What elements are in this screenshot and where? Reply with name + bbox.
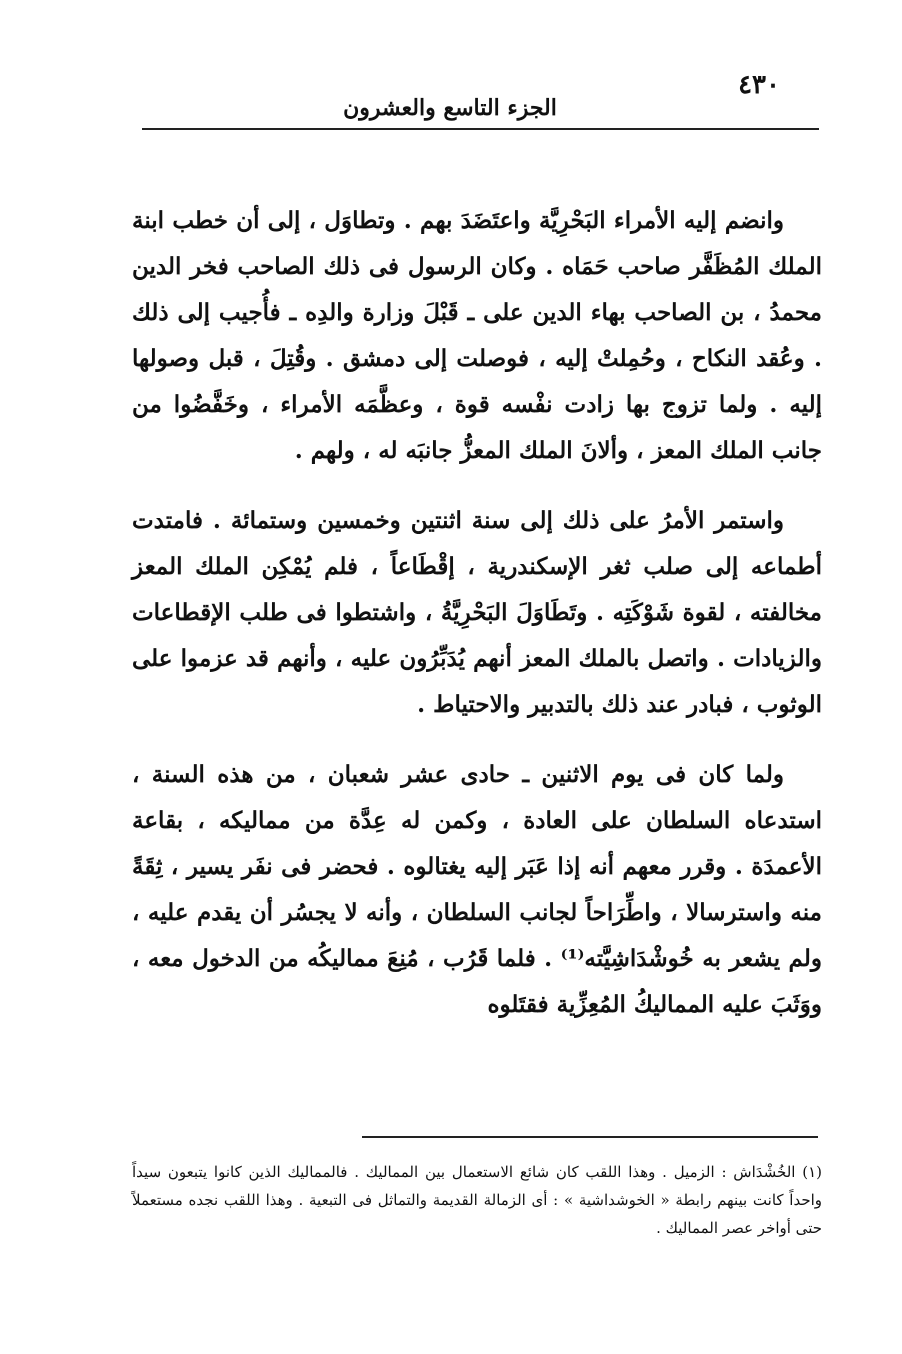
page-number: ٤٣٠ [738, 70, 780, 100]
footnote-rule [362, 1136, 818, 1138]
paragraph-3: ولما كان فى يوم الاثنين ـ حادى عشر شعبان ، من هذه السنة ، استدعاه السلطان على العادة ، وكمن له عِدَّة من مماليكه ، بقاعة الأعمدَة . وقرر معهم أنه إذا عَبَر إليه يغتالوه . فحضر فى نفَر يسير ، ثِقَةً منه واسترسالا ، واطِّرَاحاً لجانب السلطان ، وأنه لا يجسُر أن يقدم عليه ، ولم يشعر به خُوشْدَاشِيَّته⁽¹⁾ . فلما قَرُب ، مُنِعَ مماليكُه من الدخول معه ، ووَثَبَ عليه المماليكُ المُعِزِّية فقتَلوه [132, 761, 822, 1018]
paragraph-2: واستمر الأمرُ على ذلك إلى سنة اثنتين وخمسين وستمائة . فامتدت أطماعه إلى صلب ثغر الإسكندرية ، إقْطَاعاً ، فلم يُمْكِن الملك المعز مخالفته ، لقوة شَوْكَتِه . وتَطَاوَلَ البَحْرِيَّةُ ، واشتطوا فى طلب الإقطاعات والزيادات . واتصل بالملك المعز أنهم يُدَبِّرُون عليه ، وأنهم قد عزموا على الوثوب ، فبادر عند ذلك بالتدبير والاحتياط . [132, 507, 822, 718]
header-rule [142, 128, 819, 130]
paragraph-1: وانضم إليه الأمراء البَحْرِيَّة واعتَضَدَ بهم . وتطاوَل ، إلى أن خطب ابنة الملك المُظَفَّر صاحب حَمَاه . وكان الرسول فى ذلك الصاحب فخر الدين محمدُ ، بن الصاحب بهاء الدين على ـ قَبْلَ وزارة والدِه ـ فأُجيب إلى ذلك . وعُقد النكاح ، وحُمِلتْ إليه ، فوصلت إلى دمشق . وقُتِلَ ، قبل وصولها إليه . ولما تزوج بها زادت نفْسه قوة ، وعظَّمَه الأمراء ، وخَفَّضُوا من جانب الملك المعز ، وألانَ الملك المعزُّ جانبَه له ، ولهم . [132, 207, 822, 464]
running-title: الجزء التاسع والعشرون [343, 95, 557, 121]
main-text [132, 198, 822, 1028]
footnote: (١) الخُشْدَاش : الزميل . وهذا اللقب كان شائع الاستعمال بين المماليك . فالمماليك الذين كانوا يتبعون سيداً واحداً كانت بينهم رابطة « الخوشداشية » : أى الزمالة القديمة والتماثل فى التبعية . وهذا اللقب نجده مستعملاً حتى أواخر عصر المماليك . [132, 1163, 822, 1237]
